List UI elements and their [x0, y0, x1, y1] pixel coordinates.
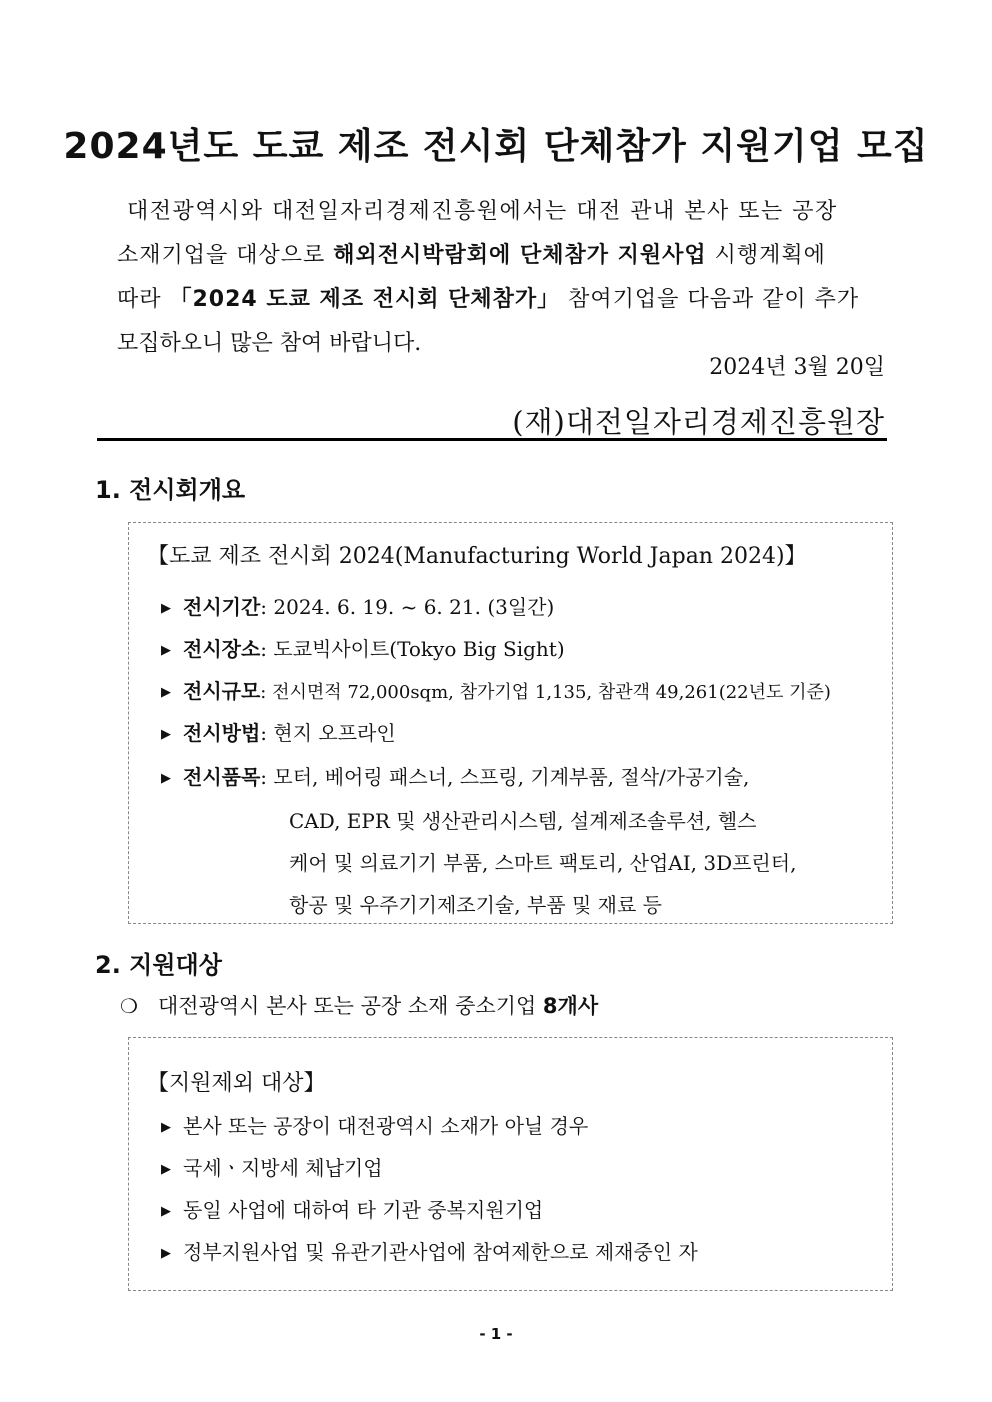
intro-line-3-post: 참여기업을 다음과 같이 추가 [560, 287, 860, 312]
exclusion-item [161, 1194, 543, 1223]
section-1-heading: 1. 전시회개요 [95, 476, 246, 504]
exclusion-box-title: 【지원제외 대상】 [147, 1071, 326, 1096]
intro-line-3 [117, 278, 887, 322]
triangle-bullet-icon: ▶ [161, 1246, 171, 1261]
exclusion-text: 국세ㆍ지방세 체납기업 [183, 1156, 383, 1180]
circle-bullet-icon: ❍ [120, 994, 138, 1018]
section-2-heading: 2. 지원대상 [95, 951, 222, 979]
products-continuation-1: CAD, EPR 및 생산관리시스템, 설계제조솔루션, 헬스 [289, 809, 757, 833]
intro-line-2 [117, 234, 887, 278]
products-continuation-2: 케어 및 의료기기 부품, 스마트 팩토리, 산업AI, 3D프린터, [289, 851, 797, 875]
exclusion-text: 정부지원사업 및 유관기관사업에 참여제한으로 제재중인 자 [183, 1240, 698, 1264]
triangle-bullet-icon: ▶ [161, 1120, 171, 1135]
item-value: : 모터, 베어링 패스너, 스프링, 기계부품, 절삭/가공기술, [260, 765, 750, 789]
overview-box-title: 【도쿄 제조 전시회 2024(Manufacturing World Japan 2024)】 [147, 544, 807, 569]
item-label: 전시품목 [183, 765, 261, 789]
intro-line-2-pre: 소재기업을 대상으로 [117, 243, 334, 268]
triangle-bullet-icon: ▶ [161, 685, 171, 700]
triangle-bullet-icon: ▶ [161, 601, 171, 616]
intro-line-2-post: 시행계획에 [706, 243, 826, 268]
organization-name: (재)대전일자리경제진흥원장 [512, 405, 885, 439]
intro-line-1: 대전광역시와 대전일자리경제진흥원에서는 대전 관내 본사 또는 공장 [127, 199, 838, 224]
support-target [120, 990, 598, 1020]
target-count: 8개사 [542, 994, 599, 1018]
overview-item-venue [161, 633, 565, 662]
intro-line-3-bold: 「2024 도쿄 제조 전시회 단체참가」 [169, 287, 561, 312]
overview-item-scale [161, 675, 831, 704]
item-label: 전시기간 [183, 595, 261, 619]
intro-line-2-bold: 해외전시박람회에 단체참가 지원사업 [333, 243, 707, 268]
page-number: - 1 - [479, 1325, 513, 1343]
products-continuation-3: 항공 및 우주기기제조기술, 부품 및 재료 등 [289, 893, 662, 917]
triangle-bullet-icon: ▶ [161, 1204, 171, 1219]
document-date: 2024년 3월 20일 [709, 355, 885, 380]
item-value: : 현지 오프라인 [260, 721, 396, 745]
triangle-bullet-icon: ▶ [161, 771, 171, 786]
item-label: 전시규모 [183, 679, 261, 703]
divider-line [97, 438, 887, 441]
exclusion-text: 동일 사업에 대하여 타 기관 중복지원기업 [183, 1198, 544, 1222]
triangle-bullet-icon: ▶ [161, 727, 171, 742]
item-label: 전시장소 [183, 637, 261, 661]
overview-item-method [161, 717, 396, 746]
exhibition-overview-box [128, 522, 893, 924]
exclusion-item [161, 1110, 588, 1139]
exclusion-item [161, 1152, 383, 1181]
intro-line-3-pre: 따라 [117, 287, 170, 312]
triangle-bullet-icon: ▶ [161, 1162, 171, 1177]
item-value: : 2024. 6. 19. ~ 6. 21. (3일간) [260, 595, 555, 619]
exclusion-text: 본사 또는 공장이 대전광역시 소재가 아닐 경우 [183, 1114, 589, 1138]
target-text: 대전광역시 본사 또는 공장 소재 중소기업 [158, 994, 543, 1018]
overview-item-products [161, 761, 749, 790]
exclusion-box [128, 1037, 893, 1291]
triangle-bullet-icon: ▶ [161, 643, 171, 658]
item-value: : 도쿄빅사이트(Tokyo Big Sight) [260, 637, 565, 661]
intro-line-4: 모집하오니 많은 참여 바랍니다. [117, 331, 422, 356]
item-value: : 전시면적 72,000sqm, 참가기업 1,135, 참관객 49,261(22년도 기준) [260, 682, 831, 703]
document-title: 2024년도 도쿄 제조 전시회 단체참가 지원기업 모집 [63, 126, 929, 167]
intro-paragraph [117, 190, 887, 366]
overview-item-period [161, 591, 554, 620]
item-label: 전시방법 [183, 721, 261, 745]
exclusion-item [161, 1236, 698, 1265]
